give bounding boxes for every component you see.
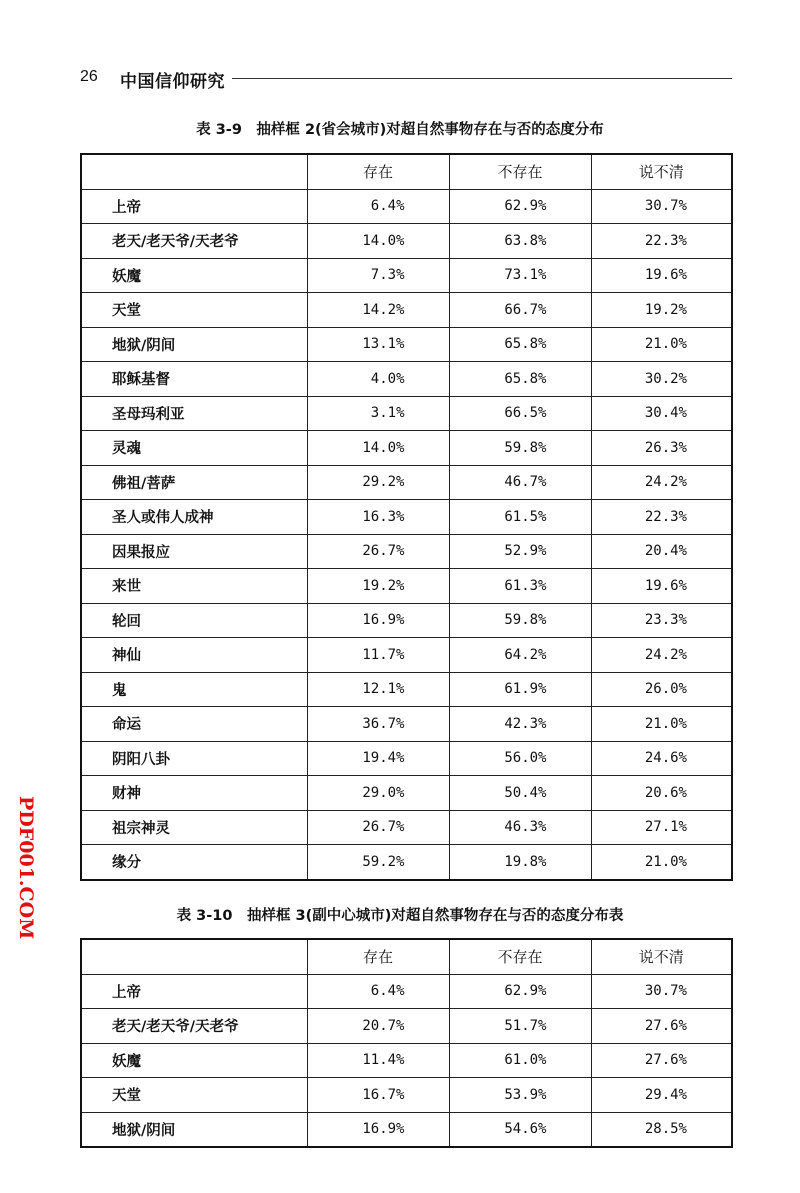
percent-cell: 26.7%: [307, 810, 449, 845]
row-label: 神仙: [81, 638, 307, 673]
table-row: [81, 396, 732, 431]
percent-cell: 51.7%: [449, 1009, 591, 1044]
percent-cell: 61.3%: [449, 569, 591, 604]
percent-cell: 27.6%: [591, 1009, 732, 1044]
table-row: [81, 810, 732, 845]
percent-cell: 59.2%: [307, 845, 449, 880]
table-row: [81, 603, 732, 638]
header-cell-blank: [81, 154, 307, 189]
row-label: 天堂: [81, 293, 307, 328]
percent-cell: 42.3%: [449, 707, 591, 742]
percent-cell: 30.4%: [591, 396, 732, 431]
percent-cell: 61.9%: [449, 672, 591, 707]
percent-cell: 24.6%: [591, 741, 732, 776]
row-label: 鬼: [81, 672, 307, 707]
percent-cell: 22.3%: [591, 500, 732, 535]
header-cell: 说不清: [591, 939, 732, 974]
row-label: 因果报应: [81, 534, 307, 569]
percent-cell: 16.7%: [307, 1078, 449, 1113]
percent-cell: 50.4%: [449, 776, 591, 811]
page-number: 26: [80, 68, 98, 85]
percent-cell: 28.5%: [591, 1112, 732, 1147]
percent-cell: 62.9%: [449, 974, 591, 1009]
percent-cell: 14.0%: [307, 224, 449, 259]
percent-cell: 11.4%: [307, 1043, 449, 1078]
row-label: 缘分: [81, 845, 307, 880]
header-cell: 不存在: [449, 939, 591, 974]
row-label: 老天/老天爷/天老爷: [81, 1009, 307, 1044]
percent-cell: 19.6%: [591, 569, 732, 604]
row-label: 圣人或伟人成神: [81, 500, 307, 535]
percent-cell: 56.0%: [449, 741, 591, 776]
header-cell-blank: [81, 939, 307, 974]
percent-cell: 11.7%: [307, 638, 449, 673]
row-label: 耶稣基督: [81, 362, 307, 397]
percent-cell: 59.8%: [449, 431, 591, 466]
table-row: [81, 1009, 732, 1044]
percent-cell: 27.1%: [591, 810, 732, 845]
table2-caption: 表 3-10 抽样框 3(副中心城市)对超自然事物存在与否的态度分布表: [176, 908, 624, 924]
percent-cell: 26.7%: [307, 534, 449, 569]
percent-cell: 16.9%: [307, 603, 449, 638]
row-label: 上帝: [81, 189, 307, 224]
header-cell: 说不清: [591, 154, 732, 189]
percent-cell: 29.0%: [307, 776, 449, 811]
table-header-row: [81, 939, 732, 974]
percent-cell: 19.8%: [449, 845, 591, 880]
percent-cell: 24.2%: [591, 638, 732, 673]
table-row: [81, 741, 732, 776]
table1-caption: 表 3-9 抽样框 2(省会城市)对超自然事物存在与否的态度分布: [196, 122, 604, 138]
table-row: [81, 431, 732, 466]
percent-cell: 36.7%: [307, 707, 449, 742]
row-label: 祖宗神灵: [81, 810, 307, 845]
row-label: 财神: [81, 776, 307, 811]
percent-cell: 22.3%: [591, 224, 732, 259]
percent-cell: 21.0%: [591, 707, 732, 742]
percent-cell: 19.6%: [591, 258, 732, 293]
percent-cell: 26.0%: [591, 672, 732, 707]
percent-cell: 61.0%: [449, 1043, 591, 1078]
percent-cell: 46.3%: [449, 810, 591, 845]
row-label: 佛祖/菩萨: [81, 465, 307, 500]
percent-cell: 53.9%: [449, 1078, 591, 1113]
running-header: [80, 66, 732, 92]
percent-cell: 19.2%: [307, 569, 449, 604]
table-row: [81, 638, 732, 673]
percent-cell: 16.3%: [307, 500, 449, 535]
watermark-logo: [14, 796, 38, 956]
percent-cell: 52.9%: [449, 534, 591, 569]
table-row: [81, 672, 732, 707]
watermark-text: PDF001.COM: [15, 796, 37, 940]
row-label: 地狱/阴间: [81, 327, 307, 362]
table-header-row: [81, 154, 732, 189]
table-row: [81, 707, 732, 742]
table-row: [81, 465, 732, 500]
percent-cell: 24.2%: [591, 465, 732, 500]
table-row: [81, 224, 732, 259]
table-row: [81, 1112, 732, 1147]
percent-cell: 7.3%: [307, 258, 449, 293]
row-label: 妖魔: [81, 1043, 307, 1078]
percent-cell: 63.8%: [449, 224, 591, 259]
percent-cell: 65.8%: [449, 362, 591, 397]
percent-cell: 12.1%: [307, 672, 449, 707]
percent-cell: 3.1%: [307, 396, 449, 431]
percent-cell: 30.7%: [591, 189, 732, 224]
table1: [80, 153, 733, 881]
row-label: 轮回: [81, 603, 307, 638]
row-label: 圣母玛利亚: [81, 396, 307, 431]
table-row: [81, 258, 732, 293]
table-row: [81, 189, 732, 224]
header-cell: 存在: [307, 154, 449, 189]
row-label: 命运: [81, 707, 307, 742]
percent-cell: 46.7%: [449, 465, 591, 500]
percent-cell: 23.3%: [591, 603, 732, 638]
percent-cell: 61.5%: [449, 500, 591, 535]
percent-cell: 30.2%: [591, 362, 732, 397]
percent-cell: 6.4%: [307, 974, 449, 1009]
percent-cell: 59.8%: [449, 603, 591, 638]
percent-cell: 26.3%: [591, 431, 732, 466]
percent-cell: 66.5%: [449, 396, 591, 431]
percent-cell: 19.4%: [307, 741, 449, 776]
percent-cell: 21.0%: [591, 327, 732, 362]
row-label: 上帝: [81, 974, 307, 1009]
percent-cell: 16.9%: [307, 1112, 449, 1147]
table-row: [81, 293, 732, 328]
row-label: 阴阳八卦: [81, 741, 307, 776]
table-row: [81, 776, 732, 811]
table-row: [81, 327, 732, 362]
percent-cell: 6.4%: [307, 189, 449, 224]
percent-cell: 62.9%: [449, 189, 591, 224]
row-label: 天堂: [81, 1078, 307, 1113]
row-label: 老天/老天爷/天老爷: [81, 224, 307, 259]
row-label: 地狱/阴间: [81, 1112, 307, 1147]
book-title: 中国信仰研究: [120, 72, 225, 92]
percent-cell: 13.1%: [307, 327, 449, 362]
percent-cell: 29.2%: [307, 465, 449, 500]
table-row: [81, 362, 732, 397]
header-rule: [232, 78, 732, 79]
header-cell: 不存在: [449, 154, 591, 189]
percent-cell: 65.8%: [449, 327, 591, 362]
row-label: 灵魂: [81, 431, 307, 466]
table-row: [81, 974, 732, 1009]
table-row: [81, 569, 732, 604]
table-row: [81, 845, 732, 880]
percent-cell: 20.7%: [307, 1009, 449, 1044]
percent-cell: 4.0%: [307, 362, 449, 397]
percent-cell: 19.2%: [591, 293, 732, 328]
percent-cell: 14.0%: [307, 431, 449, 466]
percent-cell: 21.0%: [591, 845, 732, 880]
percent-cell: 27.6%: [591, 1043, 732, 1078]
table-row: [81, 500, 732, 535]
percent-cell: 64.2%: [449, 638, 591, 673]
percent-cell: 54.6%: [449, 1112, 591, 1147]
percent-cell: 66.7%: [449, 293, 591, 328]
percent-cell: 20.4%: [591, 534, 732, 569]
table-row: [81, 1078, 732, 1113]
row-label: 来世: [81, 569, 307, 604]
percent-cell: 73.1%: [449, 258, 591, 293]
row-label: 妖魔: [81, 258, 307, 293]
percent-cell: 20.6%: [591, 776, 732, 811]
table-row: [81, 1043, 732, 1078]
percent-cell: 14.2%: [307, 293, 449, 328]
percent-cell: 29.4%: [591, 1078, 732, 1113]
percent-cell: 30.7%: [591, 974, 732, 1009]
table-row: [81, 534, 732, 569]
table2: [80, 938, 733, 1148]
header-cell: 存在: [307, 939, 449, 974]
